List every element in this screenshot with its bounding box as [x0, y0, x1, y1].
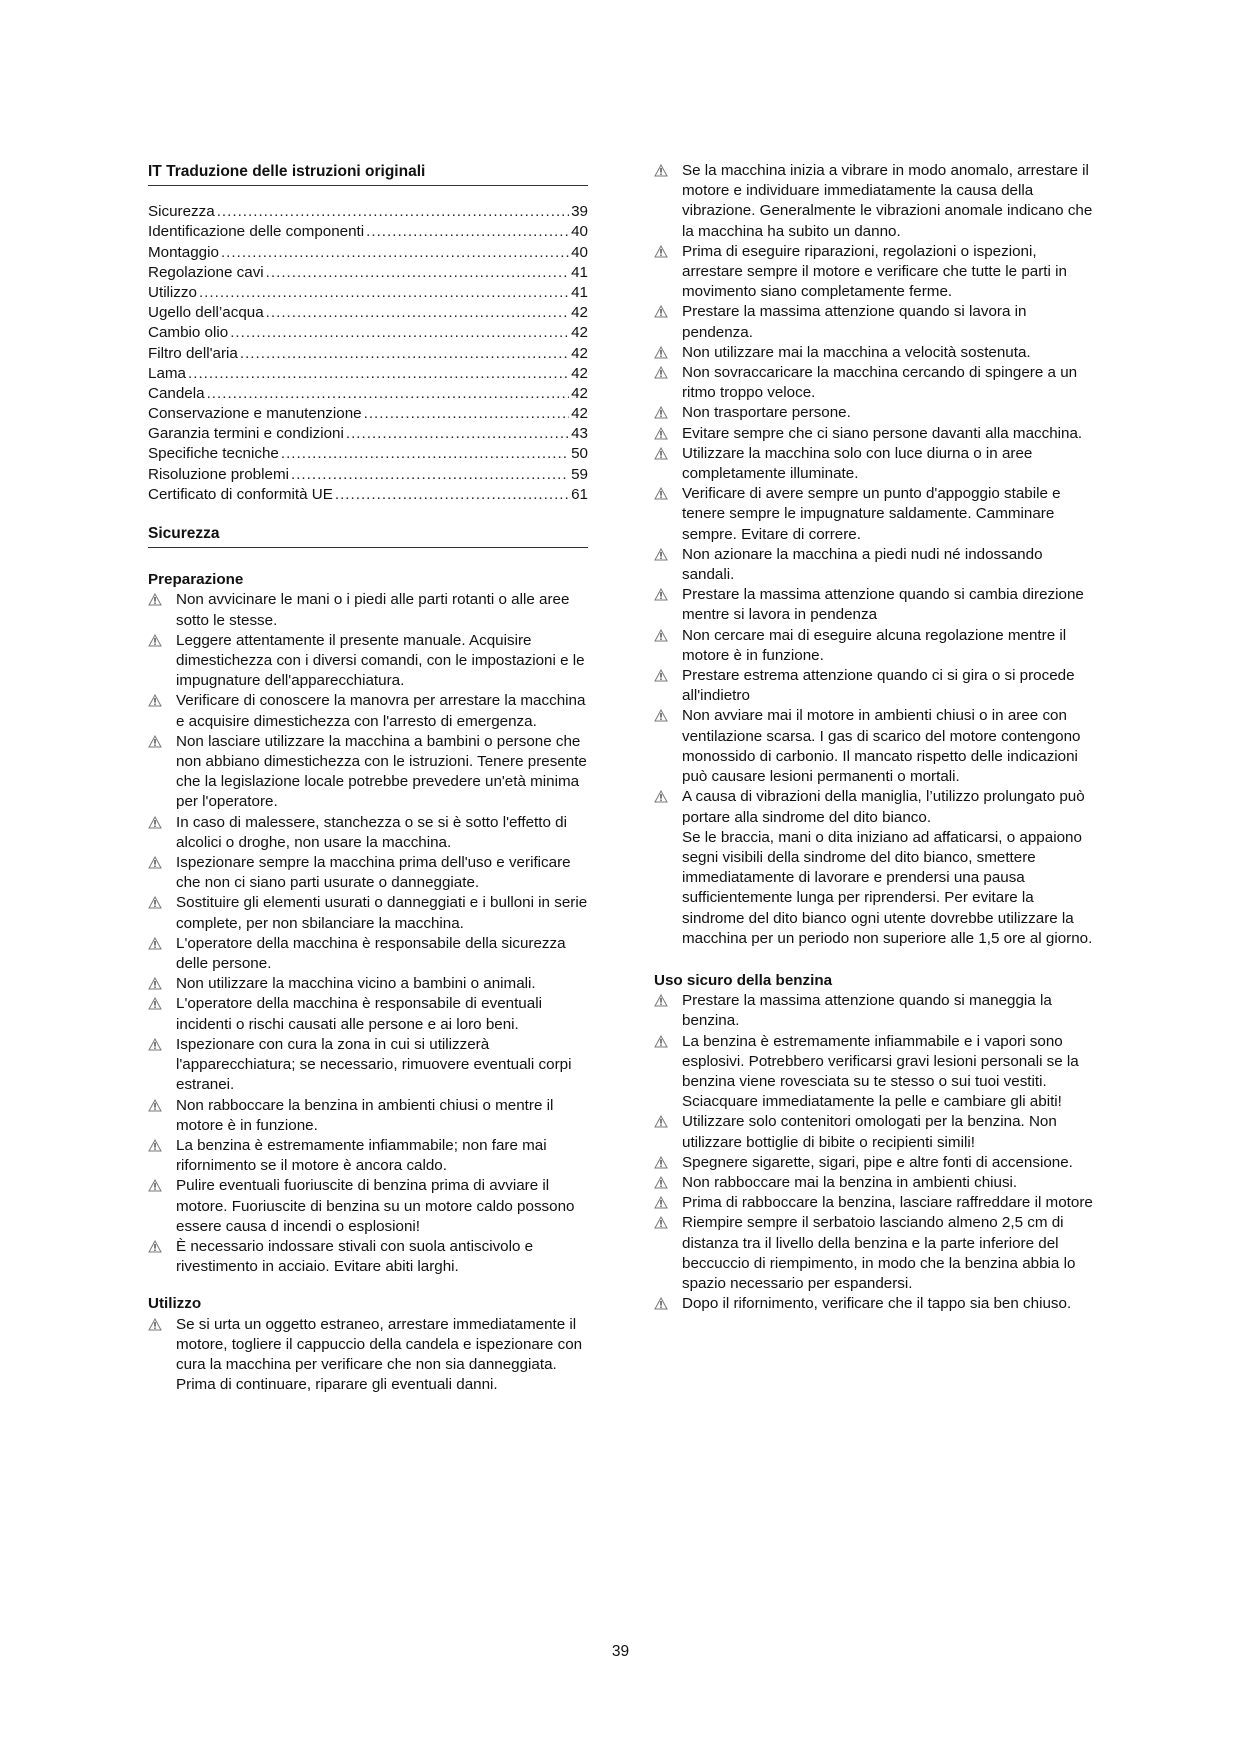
list-item: [654, 1294, 1099, 1314]
left-column: [148, 162, 588, 1395]
document-title: IT Traduzione delle istruzioni originali: [148, 162, 588, 186]
warning-triangle-icon: [148, 856, 162, 869]
list-item: [654, 302, 1099, 342]
list-item: [148, 813, 588, 853]
list-item-text: Non lasciare utilizzare la macchina a bambini o persone che non abbiano dimestichezza con le istruzioni. Tenere presente che la legislazione locale potrebbe prevedere un'età minima per l'operatore.: [176, 732, 587, 811]
list-item-text: Non utilizzare la macchina vicino a bambini o animali.: [176, 975, 536, 993]
warning-triangle-icon: [654, 588, 668, 601]
toc-label: Ugello dell’acqua: [148, 304, 264, 322]
list-item-text: Prestare estrema attenzione quando ci si gira o si procede all'indietro: [682, 667, 1075, 705]
toc-leader-dots: [240, 344, 569, 364]
list-item-text: Leggere attentamente il presente manuale. Acquisire dimestichezza con i diversi comandi, con le impostazioni e le impugnature dell'apparecchiatura.: [176, 631, 585, 690]
right-column: [654, 161, 1099, 1314]
toc-leader-dots: [207, 384, 570, 404]
warning-triangle-icon: [654, 709, 668, 722]
warning-triangle-icon: [654, 1297, 668, 1310]
toc-entry[interactable]: [148, 283, 588, 303]
list-item-text: La benzina è estremamente infiammabile; non fare mai rifornimento se il motore è ancora caldo.: [176, 1136, 547, 1175]
fuel-list: [654, 991, 1099, 1314]
toc-entry[interactable]: [148, 323, 588, 343]
subheading-fuel: Uso sicuro della benzina: [654, 971, 833, 989]
warning-triangle-icon: [654, 1035, 668, 1048]
list-item-text: Non rabboccare mai la benzina in ambienti chiusi.: [682, 1173, 1018, 1191]
warning-triangle-icon: [148, 937, 162, 950]
toc-label: Candela: [148, 384, 205, 402]
toc-label: Conservazione e manutenzione: [148, 405, 362, 423]
usage-list: [148, 1315, 588, 1396]
warning-triangle-icon: [654, 427, 668, 440]
list-item: [148, 691, 588, 731]
toc-leader-dots: [291, 465, 569, 485]
list-item: [654, 484, 1099, 545]
toc-label: Identificazione delle componenti: [148, 223, 365, 241]
list-item: [654, 1193, 1099, 1213]
toc-entry[interactable]: [148, 485, 588, 505]
list-item: [654, 1112, 1099, 1152]
warning-triangle-icon: [654, 1176, 668, 1189]
toc-page-number: 41: [571, 263, 588, 281]
list-item: [654, 363, 1099, 403]
warning-triangle-icon: [654, 1216, 668, 1229]
toc-page-number: 61: [571, 485, 588, 503]
page-number: 39: [611, 1643, 630, 1660]
list-item: [654, 444, 1099, 484]
list-item: [654, 1173, 1099, 1193]
list-item-text: Riempire sempre il serbatoio lasciando almeno 2,5 cm di distanza tra il livello della benzina e la parte inferiore del beccuccio di riempimento, in modo che la benzina abbia lo spazio necessario per espandersi.: [682, 1214, 1076, 1292]
list-item-text: Dopo il rifornimento, verificare che il tappo sia ben chiuso.: [682, 1295, 1072, 1313]
toc-page-number: 42: [571, 405, 588, 423]
list-item: [148, 1315, 588, 1396]
list-item-text: Ispezionare con cura la zona in cui si utilizzerà l'apparecchiatura; se necessario, rimuovere eventuali corpi estranei.: [176, 1035, 572, 1094]
warning-triangle-icon: [654, 447, 668, 460]
toc-page-number: 42: [571, 364, 588, 382]
toc-label: Filtro dell'aria: [148, 344, 238, 362]
toc-entry[interactable]: [148, 303, 588, 323]
toc-entry[interactable]: [148, 263, 588, 283]
table-of-contents: [148, 202, 588, 505]
toc-entry[interactable]: [148, 404, 588, 424]
list-item: [654, 626, 1099, 666]
warning-triangle-icon: [148, 1318, 162, 1331]
list-item: [654, 424, 1099, 444]
list-item-text: È necessario indossare stivali con suola antiscivolo e rivestimento in acciaio. Evitare abiti larghi.: [176, 1237, 534, 1276]
list-item: [148, 631, 588, 692]
list-item-text: Pulire eventuali fuoriuscite di benzina prima di avviare il motore. Fuoriuscite di benzina su un motore caldo possono essere causa d incendi o esplosioni!: [176, 1177, 575, 1235]
list-item-text: Se la macchina inizia a vibrare in modo anomalo, arrestare il motore e individuare immediatamente la causa della vibrazione. Generalmente le vibrazioni anomale indicano che la macchina ha subito un danno.: [682, 162, 1093, 240]
vibration-paragraph-2: Se le braccia, mani o dita iniziano ad affaticarsi, o appaiono segni visibili della sindrome del dito bianco, smettere immediatamente di lavorare e prendersi una pausa sufficientemente lunga per riprendersi. Per evitare la sindrome del dito bianco ogni utente dovrebbe utilizzare la macchina per un periodo non superiore alle 1,5 ore al giorno.: [682, 828, 1093, 947]
warning-triangle-icon: [654, 669, 668, 682]
toc-page-number: 41: [571, 283, 588, 301]
list-item: [654, 1153, 1099, 1173]
warning-triangle-icon: [148, 896, 162, 909]
toc-leader-dots: [346, 424, 569, 444]
toc-leader-dots: [221, 243, 569, 263]
toc-leader-dots: [266, 303, 569, 323]
list-item: [654, 343, 1099, 363]
list-item-text: L'operatore della macchina è responsabile della sicurezza delle persone.: [176, 934, 566, 973]
list-item: [654, 545, 1099, 585]
list-item: [148, 853, 588, 893]
list-item: [148, 732, 588, 813]
toc-label: Lama: [148, 364, 186, 382]
list-item: [148, 1237, 588, 1277]
toc-page-number: 42: [571, 344, 588, 362]
list-item: [654, 1213, 1099, 1294]
list-item-text: Evitare sempre che ci siano persone davanti alla macchina.: [682, 424, 1083, 442]
warning-triangle-icon: [654, 1196, 668, 1209]
warning-triangle-icon: [654, 346, 668, 359]
warning-triangle-icon: [654, 487, 668, 500]
list-item-text: Non cercare mai di eseguire alcuna regolazione mentre il motore è in funzione.: [682, 626, 1067, 664]
list-item-text: Se si urta un oggetto estraneo, arrestare immediatamente il motore, togliere il cappuccio della candela e ispezionare con cura la macchina per verificare che non sia danneggiata. Prima di continuare, riparare gli eventuali danni.: [176, 1315, 583, 1394]
toc-page-number: 40: [571, 223, 588, 241]
warning-triangle-icon: [148, 694, 162, 707]
list-item-text: Spegnere sigarette, sigari, pipe e altre fonti di accensione.: [682, 1153, 1073, 1171]
list-item-text: Sostituire gli elementi usurati o danneggiati e i bulloni in serie complete, per non sbilanciare la macchina.: [176, 894, 588, 932]
warning-triangle-icon: [654, 1115, 668, 1128]
list-item: [654, 991, 1099, 1031]
list-item-text: Ispezionare sempre la macchina prima dell'uso e verificare che non ci siano parti usurate o danneggiate.: [176, 854, 571, 892]
toc-label: Utilizzo: [148, 283, 197, 301]
list-item: [148, 994, 588, 1034]
preparation-list: [148, 590, 588, 1277]
toc-leader-dots: [364, 404, 569, 424]
warning-triangle-icon: [654, 164, 668, 177]
list-item-text: Verificare di avere sempre un punto d'appoggio stabile e tenere sempre le impugnature saldamente. Camminare sempre. Evitare di correre.: [682, 485, 1061, 543]
toc-label: Regolazione cavi: [148, 263, 264, 281]
subheading-preparation: Preparazione: [148, 571, 244, 589]
list-item-text: L'operatore della macchina è responsabile di eventuali incidenti o rischi causati alle persone e ai loro beni.: [176, 995, 542, 1033]
usage-continued-list: [654, 161, 1099, 787]
list-item: [148, 974, 588, 994]
toc-page-number: 59: [571, 465, 588, 483]
subheading-usage: Utilizzo: [148, 1295, 202, 1313]
toc-leader-dots: [366, 222, 569, 242]
toc-leader-dots: [281, 444, 569, 464]
toc-leader-dots: [199, 283, 569, 303]
list-item: [654, 403, 1099, 423]
list-item-text: Prestare la massima attenzione quando si maneggia la benzina.: [682, 992, 1052, 1030]
toc-leader-dots: [335, 485, 569, 505]
toc-label: Risoluzione problemi: [148, 465, 289, 483]
toc-page-number: 42: [571, 384, 588, 402]
toc-leader-dots: [188, 364, 569, 384]
list-item-text: Prima di rabboccare la benzina, lasciare raffreddare il motore: [682, 1194, 1093, 1212]
list-item: [148, 590, 588, 630]
list-item: [654, 161, 1099, 242]
toc-entry[interactable]: [148, 465, 588, 485]
toc-entry[interactable]: [148, 444, 588, 464]
list-item: [148, 1176, 588, 1237]
warning-triangle-icon: [654, 1156, 668, 1169]
list-item: [148, 1035, 588, 1096]
list-item: [148, 893, 588, 933]
warning-triangle-icon: [654, 994, 668, 1007]
list-item: [654, 1032, 1099, 1113]
list-item-text: Prestare la massima attenzione quando si cambia direzione mentre si lavora in pendenza: [682, 586, 1084, 624]
list-item: [148, 1136, 588, 1176]
warning-triangle-icon: [148, 1179, 162, 1192]
list-item-text: Non trasportare persone.: [682, 404, 851, 422]
toc-page-number: 43: [571, 425, 588, 443]
list-item-text: Non azionare la macchina a piedi nudi né indossando sandali.: [682, 545, 1043, 584]
warning-triangle-icon: [148, 816, 162, 829]
warning-triangle-icon: [654, 790, 668, 803]
vibration-paragraph-1: A causa di vibrazioni della maniglia, l’utilizzo prolungato può portare alla sindrome del dito bianco.: [682, 788, 1085, 826]
toc-label: Garanzia termini e condizioni: [148, 425, 344, 443]
toc-page-number: 42: [571, 304, 588, 322]
toc-entry[interactable]: [148, 424, 588, 444]
warning-triangle-icon: [148, 1139, 162, 1152]
list-item-text: Verificare di conoscere la manovra per arrestare la macchina e acquisire dimestichezza con l'arresto di emergenza.: [176, 692, 586, 730]
list-item-text: Prima di eseguire riparazioni, regolazioni o ispezioni, arrestare sempre il motore e verificare che tutte le parti in movimento siano completamente ferme.: [682, 242, 1067, 301]
list-item-text: La benzina è estremamente infiammabile e i vapori sono esplosivi. Potrebbero verificarsi gravi lesioni personali se la benzina viene rovesciata su te stesso o sui tuoi vestiti. Sciacquare immediatamente la pelle e cambiare gli abiti!: [682, 1032, 1079, 1111]
warning-triangle-icon: [148, 997, 162, 1010]
toc-label: Montaggio: [148, 243, 219, 261]
toc-page-number: 42: [571, 324, 588, 342]
list-item-text: In caso di malessere, stanchezza o se si è sotto l'effetto di alcolici o droghe, non usare la macchina.: [176, 813, 567, 851]
warning-triangle-icon: [654, 245, 668, 258]
toc-leader-dots: [266, 263, 569, 283]
warning-triangle-icon: [148, 735, 162, 748]
warning-triangle-icon: [148, 1240, 162, 1253]
list-item: [654, 706, 1099, 787]
toc-page-number: 40: [571, 243, 588, 261]
warning-triangle-icon: [148, 634, 162, 647]
toc-page-number: 50: [571, 445, 588, 463]
list-item-text: Non rabboccare la benzina in ambienti chiusi o mentre il motore è in funzione.: [176, 1096, 554, 1134]
toc-label: Certificato di conformità UE: [148, 485, 333, 503]
toc-entry[interactable]: [148, 222, 588, 242]
toc-leader-dots: [217, 202, 569, 222]
warning-triangle-icon: [654, 548, 668, 561]
warning-triangle-icon: [148, 1099, 162, 1112]
warning-triangle-icon: [654, 305, 668, 318]
list-item: [654, 666, 1099, 706]
toc-entry[interactable]: [148, 344, 588, 364]
list-item-text: Non avviare mai il motore in ambienti chiusi o in aree con ventilazione scarsa. I gas di scarico del motore contengono monossido di carbonio. Il mancato rispetto delle indicazioni può causare lesioni permanenti o mortali.: [682, 707, 1081, 786]
list-item: [148, 1096, 588, 1136]
toc-leader-dots: [230, 323, 569, 343]
toc-entry[interactable]: [148, 384, 588, 404]
toc-label: Sicurezza: [148, 203, 215, 221]
warning-triangle-icon: [148, 1038, 162, 1051]
list-item-text: Utilizzare la macchina solo con luce diurna o in aree completamente illuminate.: [682, 444, 1033, 483]
warning-triangle-icon: [654, 366, 668, 379]
warning-triangle-icon: [148, 593, 162, 606]
list-item-text: Non utilizzare mai la macchina a velocità sostenuta.: [682, 343, 1031, 361]
toc-entry[interactable]: [148, 202, 588, 222]
toc-entry[interactable]: [148, 243, 588, 263]
list-item-text: Prestare la massima attenzione quando si lavora in pendenza.: [682, 303, 1027, 341]
warning-triangle-icon: [654, 629, 668, 642]
list-item: [148, 934, 588, 974]
vibration-list: [654, 787, 1099, 949]
section-title-safety: Sicurezza: [148, 524, 588, 548]
list-item-text: Non avvicinare le mani o i piedi alle parti rotanti o alle aree sotto le stesse.: [176, 591, 570, 629]
list-item: [654, 242, 1099, 303]
list-item-text: Utilizzare solo contenitori omologati per la benzina. Non utilizzare bottiglie di bibite o recipienti simili!: [682, 1113, 1057, 1151]
toc-entry[interactable]: [148, 364, 588, 384]
list-item-text: Non sovraccaricare la macchina cercando di spingere a un ritmo troppo veloce.: [682, 364, 1078, 402]
toc-label: Specifiche tecniche: [148, 445, 279, 463]
warning-triangle-icon: [654, 406, 668, 419]
toc-label: Cambio olio: [148, 324, 229, 342]
list-item: [654, 585, 1099, 625]
list-item: [654, 787, 1099, 949]
warning-triangle-icon: [148, 977, 162, 990]
toc-page-number: 39: [571, 203, 588, 221]
